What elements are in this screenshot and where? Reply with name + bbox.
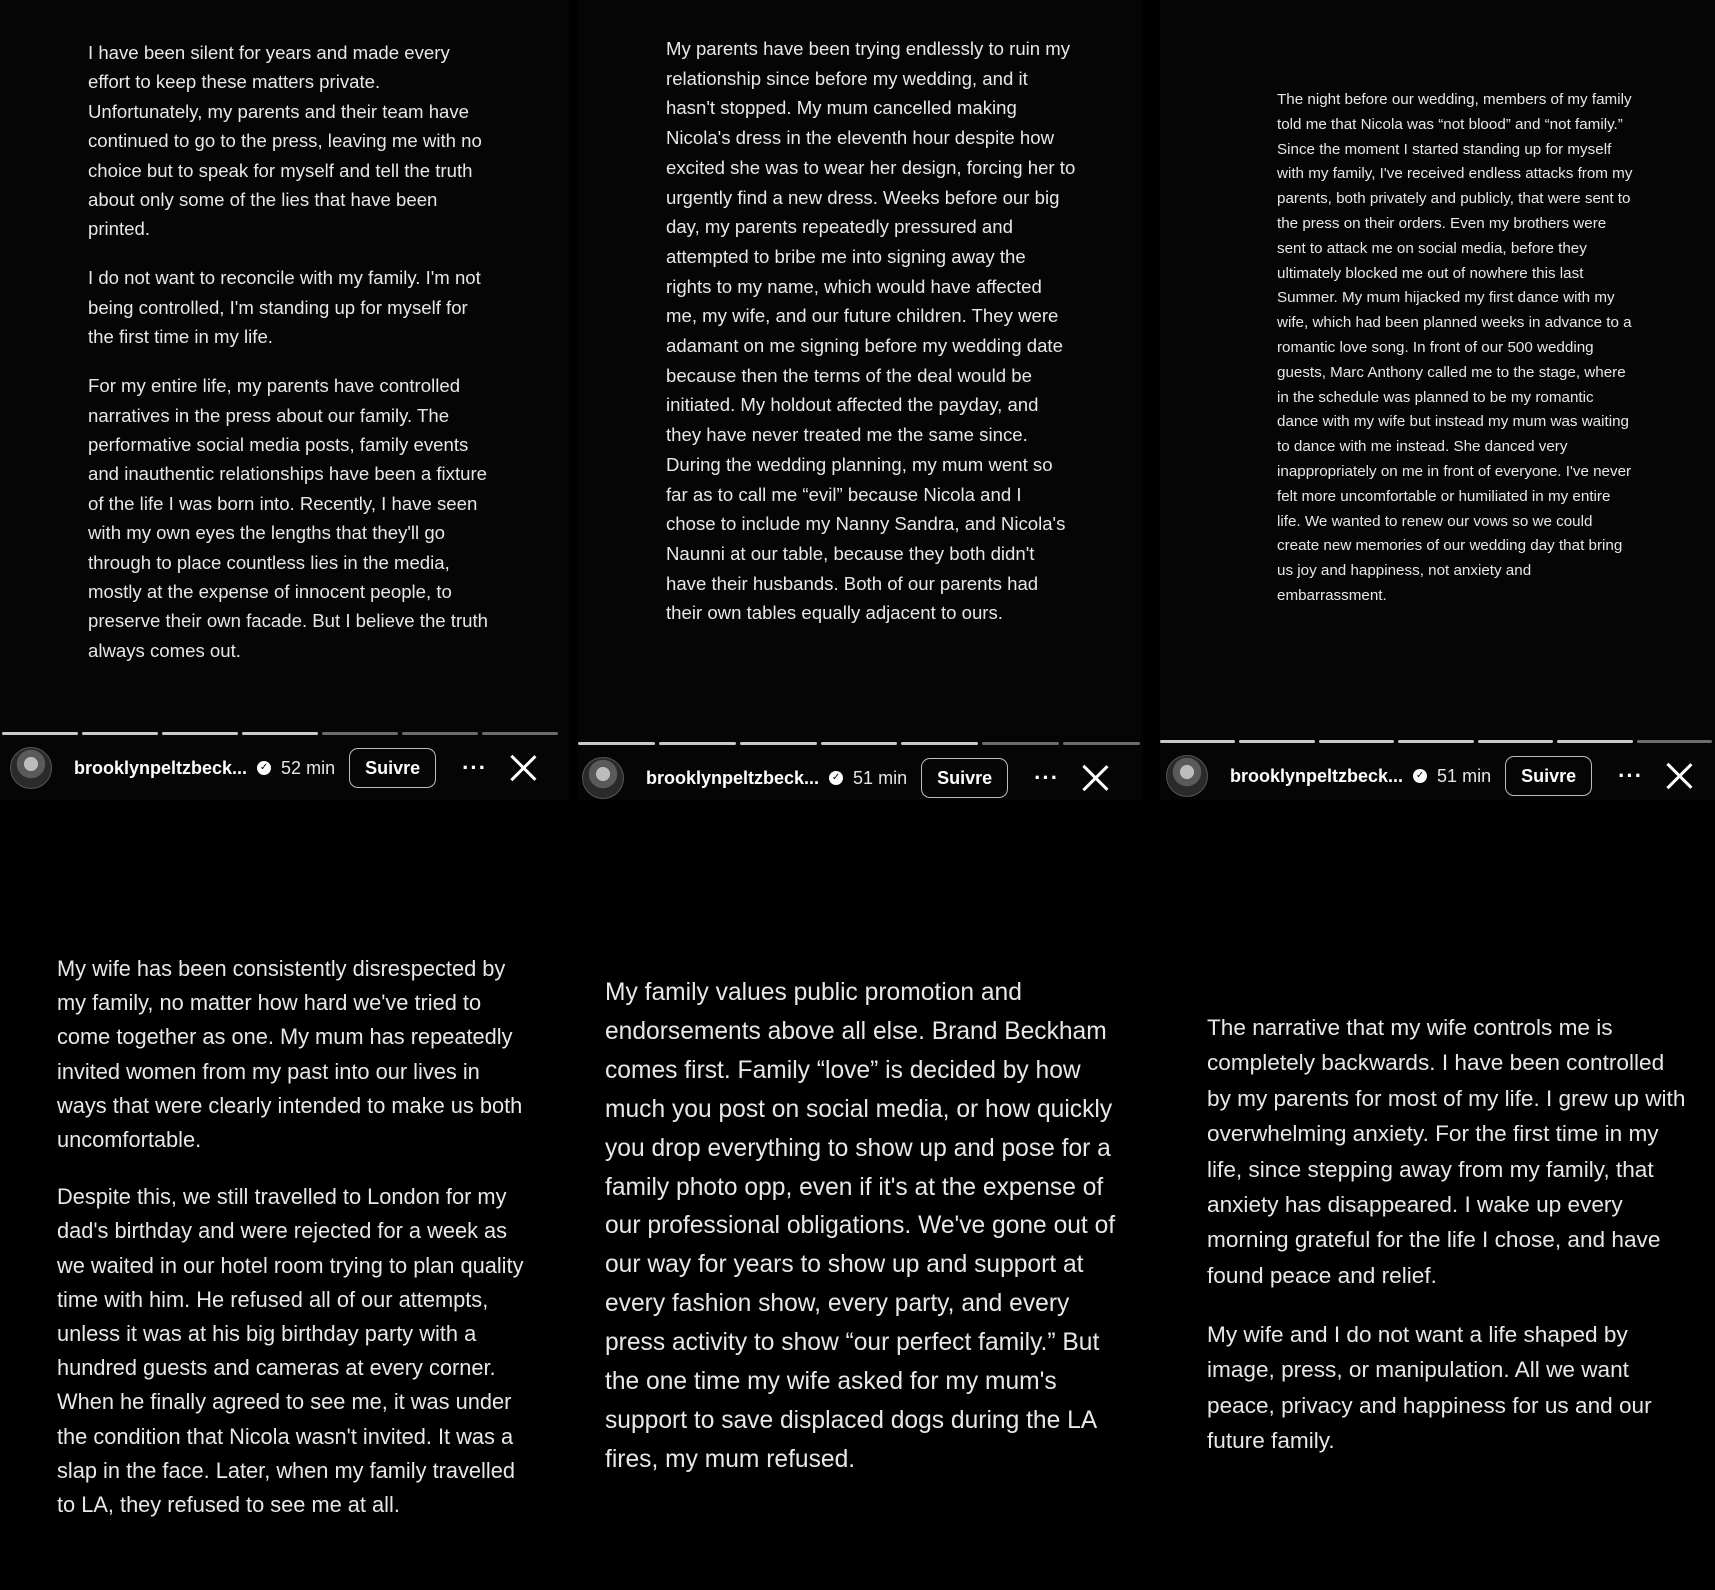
verified-badge-icon: ✓ — [829, 771, 843, 785]
more-options-icon[interactable]: ··· — [1034, 765, 1060, 790]
story-panel-6 — [1150, 0, 1715, 1590]
story-paragraph: The narrative that my wife controls me is completely backwards. I have been controlled by my parents for most of my life. I grew up with overwhelming anxiety. For the first time in my life, since stepping away from my family, that anxiety has disappeared. I wake up every morning grateful for the life I chose, and have found peace and relief. — [1207, 1015, 1686, 1288]
story-paragraph: My wife has been consistently disrespected by my family, no matter how hard we've tried to come together as one. My mum has repeatedly invited women from my past into our lives in ways that were clearly intended to make us both uncomfortable. — [57, 956, 523, 1153]
username[interactable]: brooklynpeltzbeck... — [74, 757, 248, 778]
story-text — [1207, 1010, 1687, 1459]
follow-button[interactable]: Suivre — [349, 748, 436, 788]
story-text — [605, 974, 1125, 1480]
story-paragraph: My wife and I do not want a life shaped by image, press, or manipulation. All we want peace, privacy and happiness for us and our future family. — [1207, 1321, 1652, 1454]
verified-badge-icon: ✓ — [257, 761, 271, 775]
verified-badge-icon: ✓ — [1413, 769, 1427, 783]
post-time: 51 min — [853, 767, 908, 788]
more-options-icon[interactable]: ··· — [1618, 763, 1644, 788]
story-panel-4 — [0, 0, 570, 1590]
follow-button[interactable]: Suivre — [1505, 756, 1592, 796]
story-paragraph: Despite this, we still travelled to London for my dad's birthday and were rejected for a week as we waited in our hotel room trying to plan quality time with him. He refused all of our attempts, unless it was at his big birthday party with a hundred guests and cameras at every corner. When he finally agreed to see me, it was under the condition that Nicola wasn't invited. It was a slap in the face. Later, when my family travelled to LA, they refused to see me at all. — [57, 1184, 524, 1517]
story-paragraph: For my entire life, my parents have controlled narratives in the press about our family. The performative social media posts, family events and inauthentic relationships have been a fixture of the life I was born into. Recently, I have seen with my own eyes the lengths that they'll go through to place countless lies in the media, mostly at the expense of innocent people, to preserve their own facade. But I believe the truth always comes out. — [88, 375, 488, 661]
username[interactable]: brooklynpeltzbeck... — [646, 767, 820, 788]
more-options-icon[interactable]: ··· — [462, 755, 488, 780]
story-panel-5 — [550, 0, 1140, 1590]
post-time: 52 min — [281, 757, 336, 778]
follow-button[interactable]: Suivre — [921, 758, 1008, 798]
username[interactable]: brooklynpeltzbeck... — [1230, 765, 1404, 786]
story-paragraph: My family values public promotion and endorsements above all else. Brand Beckham comes first. Family “love” is decided by how much you post on social media, or how quickly you drop everything to show up and pose for a family photo opp, even if it's at the expense of our professional obligations. We've gone out of our way for years to show up and support at every fashion show, every party, and every press activity to show “our perfect family.” But the one time my wife asked for my mum's support to save displaced dogs during the LA fires, my mum refused. — [605, 979, 1116, 1473]
story-paragraph: I do not want to reconcile with my family. I'm not being controlled, I'm standing up for myself for the first time in my life. — [88, 267, 481, 348]
story-paragraph: I have been silent for years and made every effort to keep these matters private. Unfortunately, my parents and their team have continued to go to the press, leaving me with no choice but to speak for myself and tell the truth about only some of the lies that have been printed. — [88, 42, 482, 240]
story-paragraph: The night before our wedding, members of my family told me that Nicola was “not blood” and “not family.” Since the moment I started standing up for myself with my family, I've received endless attacks from my parents, both privately and publicly, that were sent to the press on their orders. Even my brothers were sent to attack me on social media, before they ultimately blocked me out of nowhere this last Summer. My mum hijacked my first dance with my wife, which had been planned weeks in advance to a romantic love song. In front of our 500 wedding guests, Marc Anthony called me to the stage, where in the schedule was planned to be my romantic dance with my wife but instead my mum was waiting to dance with me instead. She danced very inappropriately on me in front of everyone. I've never felt more uncomfortable or humiliated in my entire life. We wanted to renew our vows so we could create new memories of our wedding day that bring us joy and happiness, not anxiety and embarrassment. — [1277, 91, 1633, 604]
post-time: 51 min — [1437, 765, 1492, 786]
story-paragraph: My parents have been trying endlessly to ruin my relationship since before my wedding, and it hasn't stopped. My mum cancelled making Nicola's dress in the eleventh hour despite how excited she was to wear her design, forcing her to urgently find a new dress. Weeks before our big day, my parents repeatedly pressured and attempted to bribe me into signing away the rights to my name, which would have affected me, my wife, and our future children. They were adamant on me signing before my wedding date because then the terms of the deal would be initiated. My holdout affected the payday, and they have never treated me the same since. During the wedding planning, my mum went so far as to call me “evil” because Nicola and I chose to include my Nanny Sandra, and Nicola's Naunni at our table, because they both didn't have their husbands. Both of our parents had their own tables equally adjacent to ours. — [666, 38, 1076, 624]
story-text — [57, 952, 527, 1522]
